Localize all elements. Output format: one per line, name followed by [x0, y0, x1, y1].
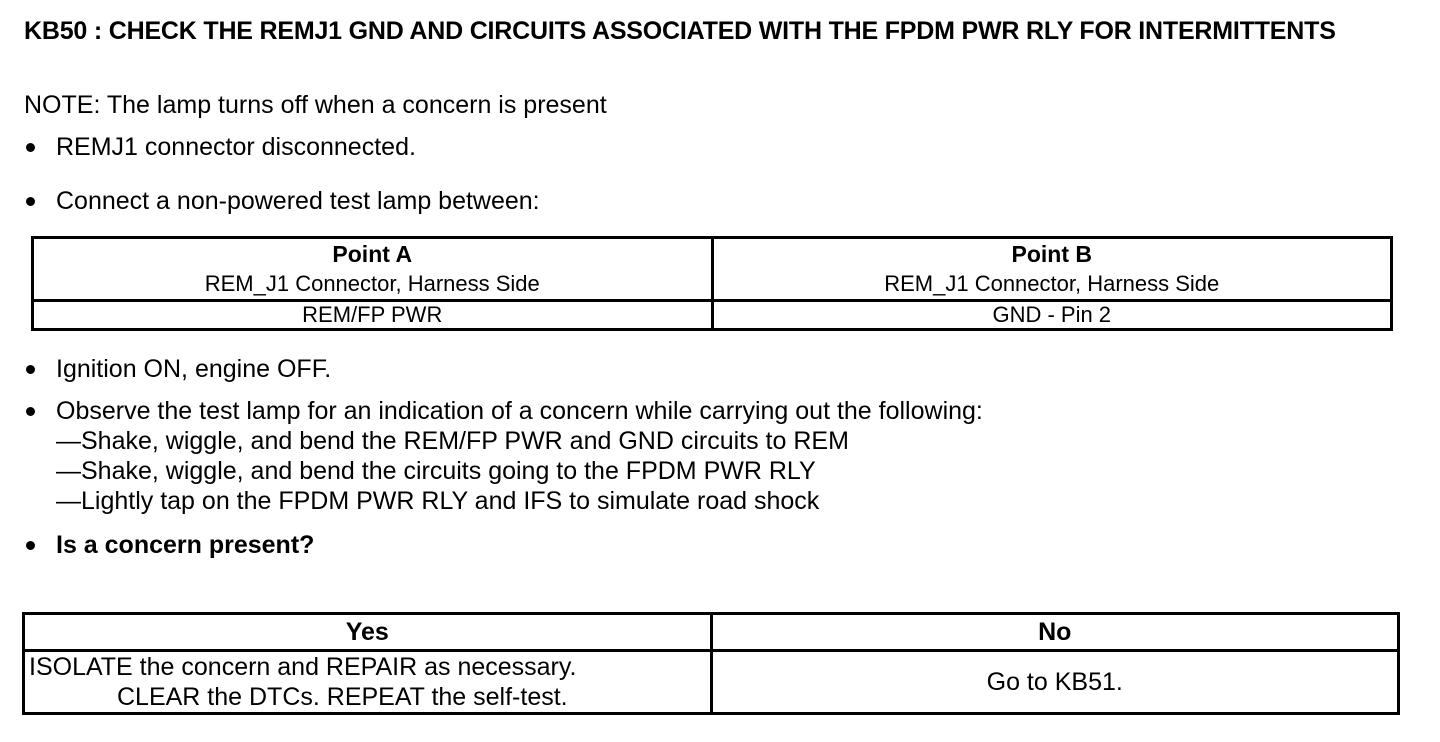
bullet-dot-icon: [26, 541, 35, 550]
point-a-value: REM/FP PWR: [33, 301, 713, 330]
no-header: No: [711, 614, 1399, 651]
bullet-dot-icon: [26, 197, 35, 206]
question-text: Is a concern present?: [56, 531, 315, 559]
point-a-header: Point A: [332, 241, 413, 267]
bullet-dot-icon: [26, 365, 35, 374]
point-b-header-cell: [712, 238, 1392, 301]
sub-step: —Shake, wiggle, and bend the REM/FP PWR and GND circuits to REM: [56, 427, 849, 455]
yes-action-line: CLEAR the DTCs. REPEAT the self-test.: [117, 683, 568, 711]
point-a-subheader: REM_J1 Connector, Harness Side: [204, 271, 540, 296]
bullet-dot-icon: [26, 407, 35, 416]
step-text: Observe the test lamp for an indication of a concern while carrying out the following:: [56, 397, 983, 425]
yes-action-line: ISOLATE the concern and REPAIR as necessary.: [29, 653, 577, 681]
no-action: Go to KB51.: [711, 651, 1399, 714]
point-b-subheader: REM_J1 Connector, Harness Side: [884, 271, 1220, 296]
test-lamp-table: [31, 236, 1393, 331]
step-text: Ignition ON, engine OFF.: [56, 355, 332, 383]
point-a-header-cell: [33, 238, 713, 301]
yes-header: Yes: [24, 614, 712, 651]
step-sublist: [56, 426, 849, 516]
step-text: Connect a non-powered test lamp between:: [56, 187, 540, 215]
step-text: REMJ1 connector disconnected.: [56, 133, 416, 161]
point-b-value: GND - Pin 2: [712, 301, 1392, 330]
point-b-header: Point B: [1011, 241, 1092, 267]
result-table: [22, 612, 1400, 715]
sub-step: —Shake, wiggle, and bend the circuits going to the FPDM PWR RLY: [56, 457, 816, 485]
bullet-dot-icon: [26, 143, 35, 152]
procedure-note: NOTE: The lamp turns off when a concern is present: [24, 91, 607, 119]
sub-step: —Lightly tap on the FPDM PWR RLY and IFS to simulate road shock: [56, 487, 820, 515]
yes-action-cell: [24, 651, 712, 714]
procedure-title: KB50 : CHECK THE REMJ1 GND AND CIRCUITS ASSOCIATED WITH THE FPDM PWR RLY FOR INTERMITTENTS: [24, 17, 1336, 45]
